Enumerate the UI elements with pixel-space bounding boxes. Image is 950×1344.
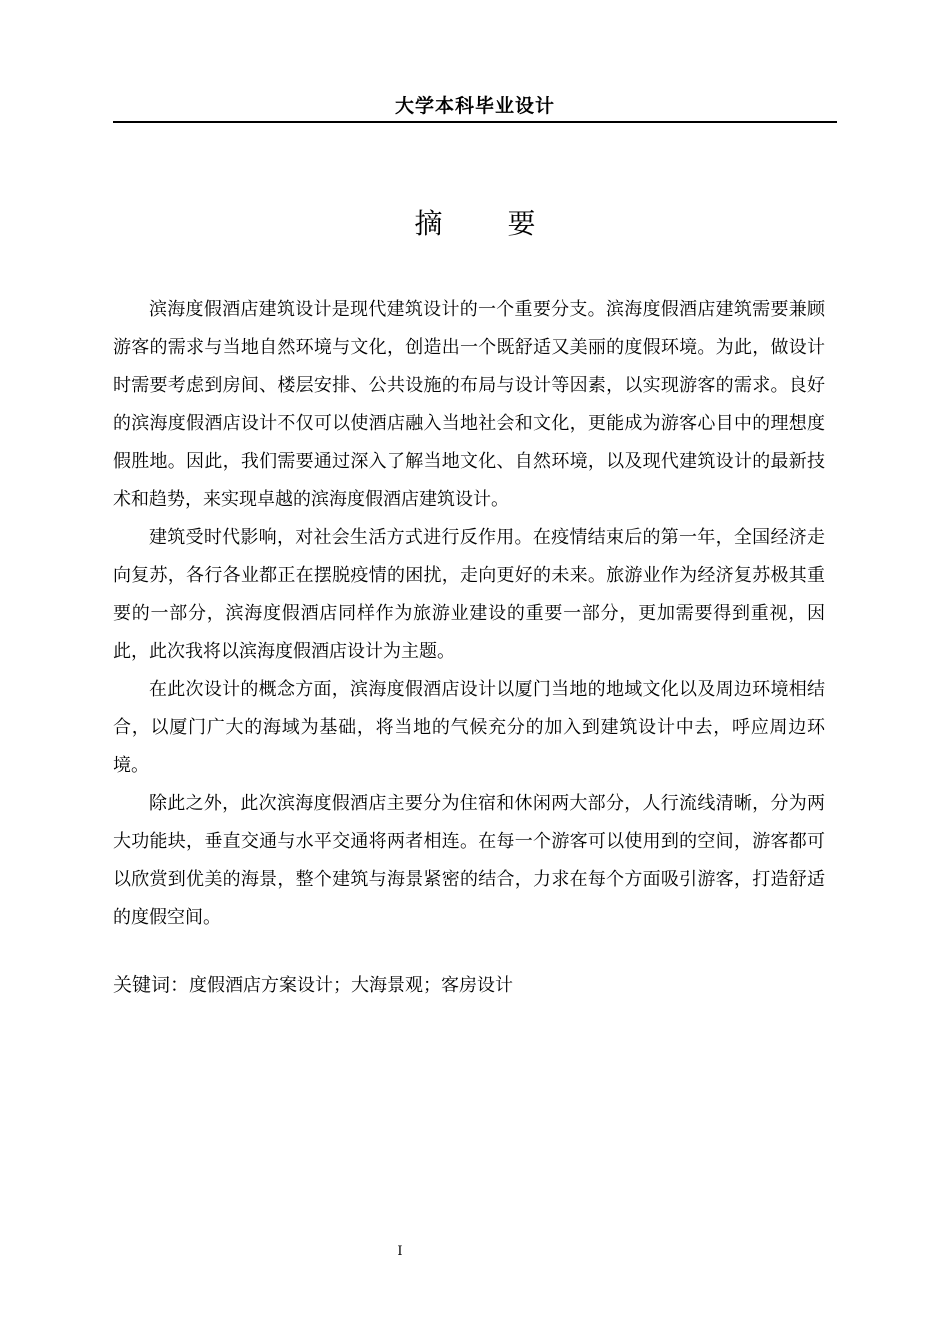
running-header-title: 大学本科毕业设计 [394,95,555,117]
header-rule [113,121,837,123]
abstract-paragraph-2: 建筑受时代影响，对社会生活方式进行反作用。在疫情结束后的第一年，全国经济走向复苏，各行各业都正在摆脱疫情的困扰，走向更好的未来。旅游业作为经济复苏极其重要的一部分，滨海度假酒店同样作为旅游业建设的重要一部分，更加需要得到重视，因此，此次我将以滨海度假酒店设计为主题。 [113,527,825,662]
abstract-body [113,291,825,937]
abstract-title: 摘 要 [414,207,564,240]
keywords-label: 关键词： [113,974,190,996]
page-number: I [397,1244,403,1259]
abstract-paragraph-4: 除此之外，此次滨海度假酒店主要分为住宿和休闲两大部分，人行流线清晰，分为两大功能块，垂直交通与水平交通将两者相连。在每一个游客可以使用到的空间，游客都可以欣赏到优美的海景，整个建筑与海景紧密的结合，力求在每个方面吸引游客，打造舒适的度假空间。 [113,793,825,928]
abstract-paragraph-1: 滨海度假酒店建筑设计是现代建筑设计的一个重要分支。滨海度假酒店建筑需要兼顾游客的需求与当地自然环境与文化，创造出一个既舒适又美丽的度假环境。为此，做设计时需要考虑到房间、楼层安排、公共设施的布局与设计等因素，以实现游客的需求。良好的滨海度假酒店设计不仅可以使酒店融入当地社会和文化，更能成为游客心目中的理想度假胜地。因此，我们需要通过深入了解当地文化、自然环境，以及现代建筑设计的最新技术和趋势，来实现卓越的滨海度假酒店建筑设计。 [113,299,825,510]
keywords-line [113,970,825,1001]
keywords-value: 度假酒店方案设计；大海景观；客房设计 [189,975,514,996]
abstract-paragraph-3: 在此次设计的概念方面，滨海度假酒店设计以厦门当地的地域文化以及周边环境相结合，以厦门广大的海域为基础，将当地的气候充分的加入到建筑设计中去，呼应周边环境。 [113,679,825,776]
